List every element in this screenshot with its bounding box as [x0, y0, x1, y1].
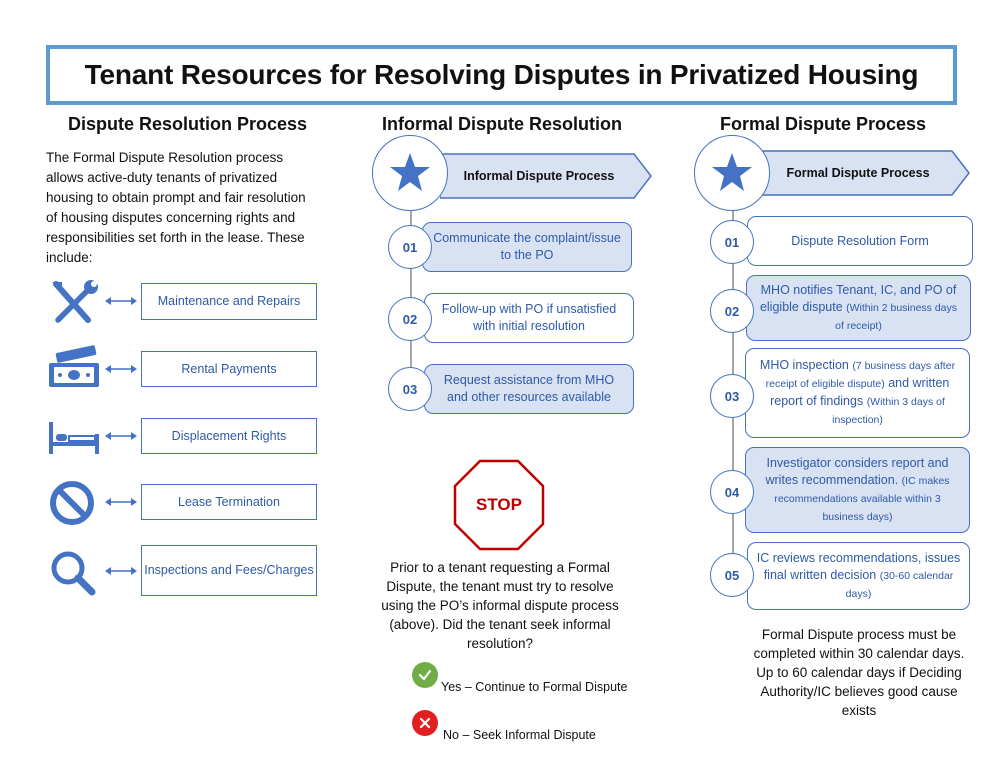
- double-arrow-icon: [104, 565, 138, 577]
- page-title: Tenant Resources for Resolving Disputes in Privatized Housing: [84, 59, 919, 90]
- informal-star-badge: [372, 135, 448, 211]
- informal-step-3: Request assistance from MHO and other resources available: [424, 364, 634, 414]
- left-heading: Dispute Resolution Process: [68, 114, 308, 134]
- stop-sign: [453, 459, 545, 551]
- informal-step-1-number: 01: [388, 225, 432, 269]
- star-icon: [388, 151, 432, 195]
- double-arrow-icon: [104, 363, 138, 375]
- informal-step-1: Communicate the complaint/issue to the PO: [422, 222, 632, 272]
- informal-banner: [440, 153, 652, 199]
- formal-step-1-number: 01: [710, 220, 754, 264]
- informal-step-2: Follow-up with PO if unsatisfied with initial resolution: [424, 293, 634, 343]
- magnifier-icon: [46, 549, 102, 597]
- no-option-text: No – Seek Informal Dispute: [443, 728, 596, 742]
- double-arrow-icon: [104, 496, 138, 508]
- tools-icon: [46, 278, 102, 326]
- formal-step-2-number: 02: [710, 289, 754, 333]
- bed-icon: [46, 412, 102, 460]
- prohibited-icon: [46, 479, 102, 527]
- formal-step-5-main: IC reviews recommendations, issues final written decision: [756, 550, 961, 582]
- formal-step-5-number: 05: [710, 553, 754, 597]
- star-icon: [710, 151, 754, 195]
- yes-option-text: Yes – Continue to Formal Dispute: [441, 680, 628, 694]
- formal-banner: [760, 150, 970, 196]
- formal-step-3-main-b: and written report of findings: [770, 376, 950, 408]
- formal-step-3-note-b: (Within 3 days of inspection): [832, 396, 945, 426]
- check-icon: [412, 662, 438, 688]
- resource-lease-termination: Lease Termination: [141, 484, 317, 520]
- cash-icon: [46, 345, 102, 393]
- prior-text: Prior to a tenant requesting a Formal Dispute, the tenant must try to resolve using the PO’s informal dispute process (above). Did the tenant seek informal resolution?: [381, 560, 619, 651]
- formal-step-3: [745, 348, 970, 438]
- formal-star-badge: [694, 135, 770, 211]
- double-arrow-icon: [104, 430, 138, 442]
- formal-step-4-note: (IC makes recommendations available within 3 business days): [774, 474, 950, 523]
- resource-displacement: Displacement Rights: [141, 418, 317, 454]
- formal-step-2-note: (Within 2 business days of receipt): [835, 301, 958, 332]
- double-arrow-icon: [104, 295, 138, 307]
- formal-step-5: [747, 542, 970, 610]
- x-icon: [412, 710, 438, 736]
- resource-inspections: Inspections and Fees/Charges: [141, 545, 317, 596]
- formal-step-1: Dispute Resolution Form: [747, 216, 973, 266]
- informal-step-3-number: 03: [388, 367, 432, 411]
- intro-text: The Formal Dispute Resolution process allows active-duty tenants of privatized housing to obtain prompt and fair resolution of housing disputes concerning rights and responsibilities set forth in the lease. These include:: [46, 150, 306, 265]
- formal-step-2-main: MHO notifies Tenant, IC, and PO of eligible dispute: [759, 282, 957, 314]
- formal-step-5-note: (30-60 calendar days): [845, 569, 954, 600]
- formal-step-4: [745, 447, 970, 533]
- formal-step-4-number: 04: [710, 470, 754, 514]
- title-box: [46, 45, 957, 105]
- formal-step-3-main-a: MHO inspection: [759, 358, 849, 372]
- informal-step-2-number: 02: [388, 297, 432, 341]
- formal-banner-label: Formal Dispute Process: [786, 166, 930, 180]
- resource-rental: Rental Payments: [141, 351, 317, 387]
- informal-banner-label: Informal Dispute Process: [463, 169, 615, 183]
- formal-heading: Formal Dispute Process: [720, 114, 927, 134]
- informal-heading: Informal Dispute Resolution: [382, 114, 623, 134]
- formal-step-2: [746, 275, 971, 341]
- resource-maintenance: Maintenance and Repairs: [141, 283, 317, 320]
- formal-step-3-number: 03: [710, 374, 754, 418]
- stop-label: STOP: [476, 495, 522, 514]
- formal-note: Formal Dispute process must be completed within 30 calendar days. Up to 60 calendar days if Deciding Authority/IC believes good cause exists: [753, 627, 965, 718]
- formal-step-4-main: Investigator considers report and writes recommendation.: [765, 455, 949, 487]
- formal-step-3-note-a: (7 business days after receipt of eligible dispute): [765, 360, 956, 390]
